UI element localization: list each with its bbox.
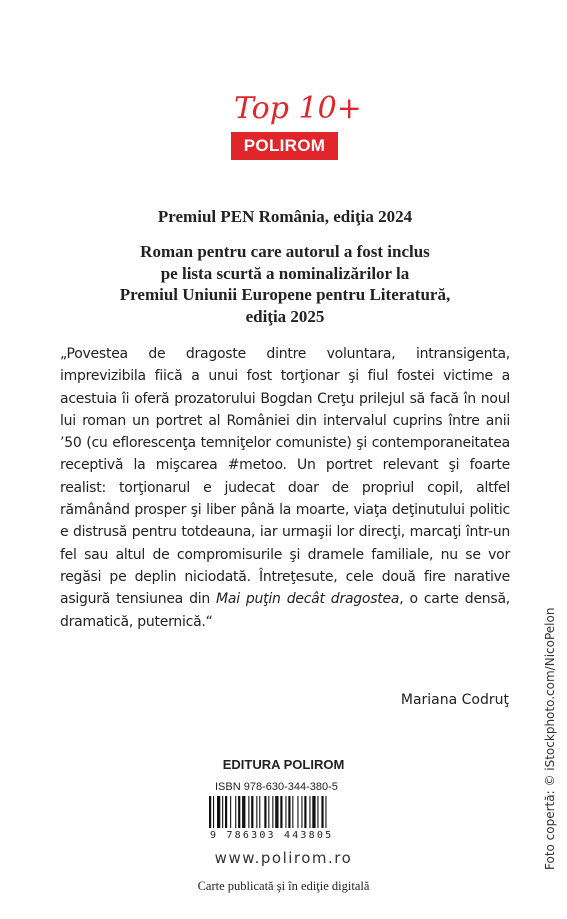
award-line-4: Premiul Uniunii Europene pentru Literatură, <box>119 285 451 304</box>
polirom-logo: POLIROM <box>231 132 338 160</box>
quote-book-title: Mai puţin decât dragostea <box>216 591 400 608</box>
quote-author: Mariana Codruţ <box>400 692 509 708</box>
digital-edition-note: Carte publicată şi în ediţie digitală <box>197 879 370 893</box>
award-pen-romania: Premiul PEN România, ediţia 2024 <box>157 207 413 226</box>
award-line-5: ediţia 2025 <box>245 306 325 326</box>
award-line-2: Roman pentru care autorul a fost inclus <box>140 242 430 261</box>
award-line-3: pe lista scurtă a nominalizărilor la <box>160 263 410 283</box>
cover-photo-credit: Foto copertă: © iStockphoto.com/NicoPelon <box>543 607 557 870</box>
barcode-image <box>209 796 359 828</box>
quote-text-part-2: , o carte densă, dramatică, puternică.“ <box>60 591 510 630</box>
review-quote <box>60 343 510 633</box>
publisher-name: EDITURA POLIROM <box>222 757 345 772</box>
publisher-website[interactable]: www.polirom.ro <box>214 849 353 867</box>
isbn-label: ISBN 978-630-344-380-5 <box>215 781 338 793</box>
barcode-digits: 9 786303 443805 <box>210 830 334 841</box>
top-10-plus-logo <box>232 84 362 128</box>
award-eu-prize-block <box>60 241 510 327</box>
quote-text-part-1: „Povestea de dragoste dintre voluntara, intransigenta, imprevizibila fiică a unui fost torţionar şi fiul fostei victime a acestuia îi oferă prozatorului Bogdan Creţu prilejul să facă în noul lui roman un portret al României din intervalul cuprins între anii ’50 (cu eflorescenţa temniţelor comuniste) şi contemporaneitatea receptivă la mişcarea #metoo. Un portret relevant şi foarte realist: torţionarul e judecat doar de propriul copil, altfel rămânând prosper şi liber până la moarte, viaţa deţinutului politic e distrusă pentru totdeauna, iar urmaşii lor direcţi, marcaţi într-un fel sau altul de compromisurile şi dramele familiale, nu se vor regăsi pe deplin niciodată. Întreţesute, cele două fire narative asigură tensiunea din <box>60 346 510 608</box>
top-10-logo-text: Top 10+ <box>234 91 362 126</box>
